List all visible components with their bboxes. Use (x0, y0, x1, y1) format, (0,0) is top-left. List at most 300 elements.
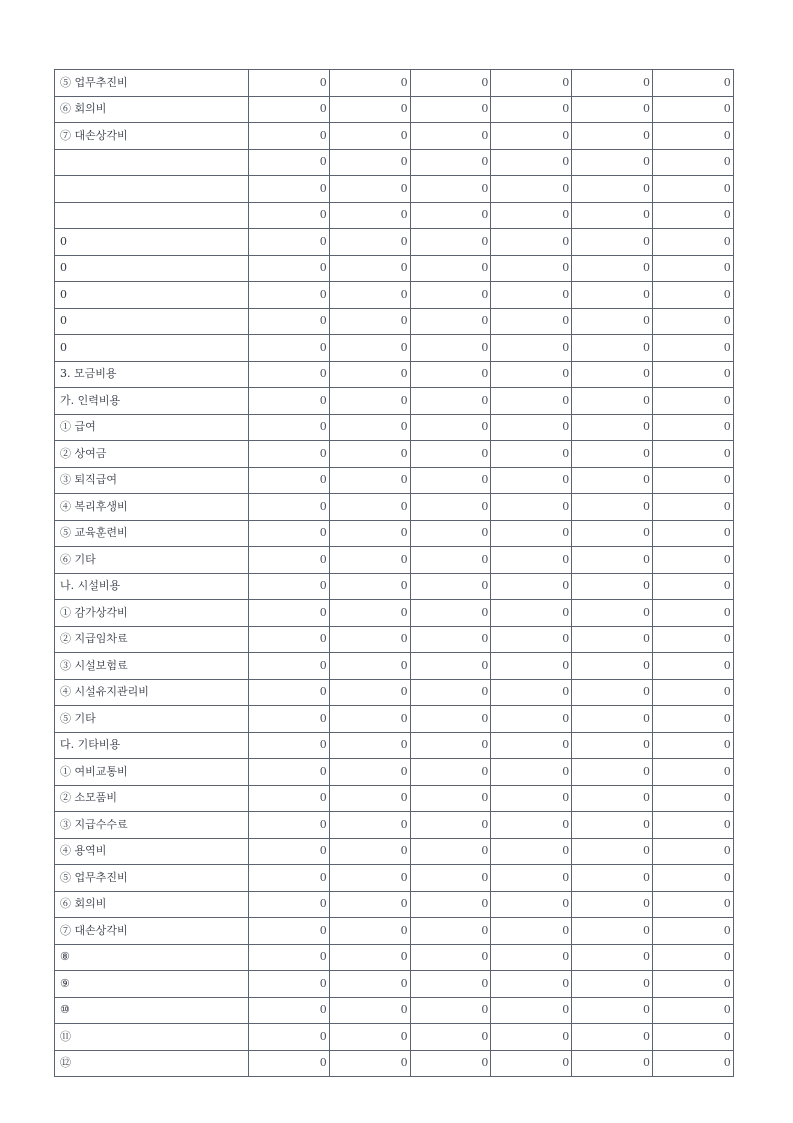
table-row (55, 255, 734, 282)
value-cell: 0 (410, 123, 491, 150)
value-cell: 0 (491, 441, 572, 468)
value-cell: 0 (652, 626, 733, 653)
value-cell: 0 (491, 388, 572, 415)
value-cell: 0 (652, 149, 733, 176)
value-cell: 0 (572, 785, 653, 812)
value-cell: 0 (410, 494, 491, 521)
value-cell: 0 (410, 441, 491, 468)
value-cell: 0 (249, 494, 330, 521)
value-cell: 0 (491, 891, 572, 918)
value-cell: 0 (249, 520, 330, 547)
value-cell: 0 (491, 997, 572, 1024)
value-cell: 0 (572, 865, 653, 892)
row-label-cell: 0 (55, 282, 249, 309)
table-row (55, 759, 734, 786)
table-row (55, 520, 734, 547)
value-cell: 0 (329, 520, 410, 547)
row-label-cell: ⑤ 업무추진비 (55, 70, 249, 97)
value-cell: 0 (491, 838, 572, 865)
table-row (55, 732, 734, 759)
table-row (55, 308, 734, 335)
value-cell: 0 (249, 1024, 330, 1051)
row-label-cell (55, 176, 249, 203)
value-cell: 0 (572, 70, 653, 97)
value-cell: 0 (572, 96, 653, 123)
value-cell: 0 (329, 388, 410, 415)
value-cell: 0 (410, 335, 491, 362)
value-cell: 0 (652, 706, 733, 733)
value-cell: 0 (410, 679, 491, 706)
value-cell: 0 (249, 467, 330, 494)
table-row (55, 229, 734, 256)
value-cell: 0 (329, 414, 410, 441)
value-cell: 0 (329, 202, 410, 229)
value-cell: 0 (572, 388, 653, 415)
value-cell: 0 (329, 1050, 410, 1077)
value-cell: 0 (652, 229, 733, 256)
row-label-cell (55, 202, 249, 229)
value-cell: 0 (249, 123, 330, 150)
table-row (55, 626, 734, 653)
value-cell: 0 (410, 149, 491, 176)
row-label-cell: 0 (55, 308, 249, 335)
value-cell: 0 (572, 653, 653, 680)
value-cell: 0 (491, 467, 572, 494)
value-cell: 0 (652, 202, 733, 229)
value-cell: 0 (652, 255, 733, 282)
value-cell: 0 (249, 785, 330, 812)
value-cell: 0 (572, 679, 653, 706)
value-cell: 0 (572, 706, 653, 733)
value-cell: 0 (329, 785, 410, 812)
table-row (55, 388, 734, 415)
value-cell: 0 (410, 176, 491, 203)
value-cell: 0 (249, 255, 330, 282)
value-cell: 0 (652, 679, 733, 706)
row-label-cell: ③ 지급수수료 (55, 812, 249, 839)
value-cell: 0 (652, 573, 733, 600)
value-cell: 0 (572, 944, 653, 971)
value-cell: 0 (652, 971, 733, 998)
table-row (55, 918, 734, 945)
row-label-cell: ⑤ 교육훈련비 (55, 520, 249, 547)
table-row (55, 123, 734, 150)
value-cell: 0 (410, 626, 491, 653)
value-cell: 0 (249, 891, 330, 918)
row-label-cell: ③ 퇴직급여 (55, 467, 249, 494)
value-cell: 0 (329, 891, 410, 918)
value-cell: 0 (652, 1024, 733, 1051)
value-cell: 0 (652, 865, 733, 892)
row-label-cell: ⑨ (55, 971, 249, 998)
value-cell: 0 (410, 865, 491, 892)
value-cell: 0 (572, 282, 653, 309)
value-cell: 0 (652, 891, 733, 918)
row-label-cell: ⑧ (55, 944, 249, 971)
table-row (55, 467, 734, 494)
value-cell: 0 (410, 785, 491, 812)
value-cell: 0 (329, 123, 410, 150)
value-cell: 0 (572, 918, 653, 945)
value-cell: 0 (410, 70, 491, 97)
value-cell: 0 (329, 176, 410, 203)
value-cell: 0 (329, 600, 410, 627)
table-row (55, 600, 734, 627)
value-cell: 0 (329, 149, 410, 176)
table-row (55, 361, 734, 388)
value-cell: 0 (491, 123, 572, 150)
value-cell: 0 (491, 1050, 572, 1077)
row-label-cell: ⑪ (55, 1024, 249, 1051)
row-label-cell: ① 여비교통비 (55, 759, 249, 786)
value-cell: 0 (491, 865, 572, 892)
table-row (55, 891, 734, 918)
value-cell: 0 (652, 282, 733, 309)
value-cell: 0 (329, 997, 410, 1024)
value-cell: 0 (329, 732, 410, 759)
value-cell: 0 (652, 70, 733, 97)
value-cell: 0 (491, 282, 572, 309)
value-cell: 0 (249, 944, 330, 971)
value-cell: 0 (572, 600, 653, 627)
value-cell: 0 (249, 229, 330, 256)
value-cell: 0 (491, 308, 572, 335)
value-cell: 0 (249, 626, 330, 653)
value-cell: 0 (410, 944, 491, 971)
value-cell: 0 (572, 573, 653, 600)
value-cell: 0 (329, 573, 410, 600)
value-cell: 0 (491, 1024, 572, 1051)
table-row (55, 785, 734, 812)
row-label-cell: ⑦ 대손상각비 (55, 123, 249, 150)
value-cell: 0 (329, 229, 410, 256)
value-cell: 0 (410, 732, 491, 759)
value-cell: 0 (249, 653, 330, 680)
value-cell: 0 (652, 732, 733, 759)
table-row (55, 812, 734, 839)
value-cell: 0 (329, 96, 410, 123)
value-cell: 0 (652, 123, 733, 150)
value-cell: 0 (572, 361, 653, 388)
value-cell: 0 (410, 255, 491, 282)
value-cell: 0 (329, 282, 410, 309)
value-cell: 0 (329, 494, 410, 521)
table-row (55, 971, 734, 998)
table-row (55, 944, 734, 971)
row-label-cell: 0 (55, 255, 249, 282)
value-cell: 0 (652, 944, 733, 971)
row-label-cell: ⑦ 대손상각비 (55, 918, 249, 945)
value-cell: 0 (410, 891, 491, 918)
value-cell: 0 (249, 679, 330, 706)
value-cell: 0 (410, 918, 491, 945)
value-cell: 0 (249, 149, 330, 176)
value-cell: 0 (652, 361, 733, 388)
value-cell: 0 (249, 96, 330, 123)
value-cell: 0 (410, 653, 491, 680)
value-cell: 0 (652, 600, 733, 627)
value-cell: 0 (652, 759, 733, 786)
value-cell: 0 (491, 918, 572, 945)
value-cell: 0 (652, 176, 733, 203)
table-row (55, 547, 734, 574)
value-cell: 0 (329, 706, 410, 733)
table-row (55, 997, 734, 1024)
value-cell: 0 (652, 997, 733, 1024)
value-cell: 0 (572, 255, 653, 282)
row-label-cell: ④ 시설유지관리비 (55, 679, 249, 706)
row-label-cell: ⑤ 업무추진비 (55, 865, 249, 892)
value-cell: 0 (491, 255, 572, 282)
table-row (55, 414, 734, 441)
value-cell: 0 (329, 308, 410, 335)
value-cell: 0 (572, 149, 653, 176)
value-cell: 0 (491, 706, 572, 733)
value-cell: 0 (249, 706, 330, 733)
value-cell: 0 (491, 229, 572, 256)
value-cell: 0 (652, 812, 733, 839)
table-row (55, 335, 734, 362)
value-cell: 0 (572, 1050, 653, 1077)
value-cell: 0 (652, 441, 733, 468)
table-row (55, 1024, 734, 1051)
value-cell: 0 (491, 679, 572, 706)
value-cell: 0 (249, 971, 330, 998)
value-cell: 0 (491, 176, 572, 203)
table-row (55, 441, 734, 468)
value-cell: 0 (410, 96, 491, 123)
value-cell: 0 (410, 838, 491, 865)
value-cell: 0 (410, 388, 491, 415)
value-cell: 0 (572, 812, 653, 839)
value-cell: 0 (572, 123, 653, 150)
row-label-cell: 가. 인력비용 (55, 388, 249, 415)
value-cell: 0 (410, 600, 491, 627)
value-cell: 0 (329, 759, 410, 786)
value-cell: 0 (249, 838, 330, 865)
value-cell: 0 (491, 653, 572, 680)
table-row (55, 1050, 734, 1077)
row-label-cell: ② 소모품비 (55, 785, 249, 812)
value-cell: 0 (329, 467, 410, 494)
value-cell: 0 (652, 467, 733, 494)
value-cell: 0 (652, 494, 733, 521)
value-cell: 0 (329, 335, 410, 362)
row-label-cell: 나. 시설비용 (55, 573, 249, 600)
value-cell: 0 (491, 785, 572, 812)
value-cell: 0 (249, 441, 330, 468)
value-cell: 0 (572, 971, 653, 998)
value-cell: 0 (491, 944, 572, 971)
value-cell: 0 (572, 759, 653, 786)
value-cell: 0 (410, 812, 491, 839)
value-cell: 0 (491, 361, 572, 388)
value-cell: 0 (491, 971, 572, 998)
row-label-cell: ⑩ (55, 997, 249, 1024)
value-cell: 0 (572, 308, 653, 335)
value-cell: 0 (491, 149, 572, 176)
value-cell: 0 (572, 441, 653, 468)
value-cell: 0 (572, 202, 653, 229)
value-cell: 0 (410, 467, 491, 494)
value-cell: 0 (329, 679, 410, 706)
value-cell: 0 (410, 202, 491, 229)
expense-table (54, 69, 734, 1077)
value-cell: 0 (652, 414, 733, 441)
table-row (55, 679, 734, 706)
value-cell: 0 (410, 229, 491, 256)
row-label-cell (55, 149, 249, 176)
value-cell: 0 (249, 70, 330, 97)
row-label-cell: ② 상여금 (55, 441, 249, 468)
value-cell: 0 (249, 282, 330, 309)
value-cell: 0 (652, 1050, 733, 1077)
table-row (55, 865, 734, 892)
table-row (55, 282, 734, 309)
value-cell: 0 (410, 547, 491, 574)
value-cell: 0 (249, 573, 330, 600)
row-label-cell: ⑥ 회의비 (55, 891, 249, 918)
value-cell: 0 (572, 838, 653, 865)
value-cell: 0 (491, 414, 572, 441)
value-cell: 0 (249, 361, 330, 388)
table-row (55, 176, 734, 203)
value-cell: 0 (249, 1050, 330, 1077)
value-cell: 0 (652, 520, 733, 547)
value-cell: 0 (410, 520, 491, 547)
row-label-cell: ⑥ 회의비 (55, 96, 249, 123)
row-label-cell: ⑥ 기타 (55, 547, 249, 574)
value-cell: 0 (410, 308, 491, 335)
row-label-cell: 3. 모금비용 (55, 361, 249, 388)
value-cell: 0 (249, 997, 330, 1024)
row-label-cell: 0 (55, 229, 249, 256)
value-cell: 0 (410, 997, 491, 1024)
expense-table-body (55, 70, 734, 1077)
value-cell: 0 (572, 414, 653, 441)
value-cell: 0 (491, 547, 572, 574)
value-cell: 0 (572, 229, 653, 256)
value-cell: 0 (491, 96, 572, 123)
value-cell: 0 (652, 653, 733, 680)
value-cell: 0 (329, 971, 410, 998)
row-label-cell: ① 감가상각비 (55, 600, 249, 627)
value-cell: 0 (410, 706, 491, 733)
value-cell: 0 (329, 653, 410, 680)
value-cell: 0 (572, 335, 653, 362)
value-cell: 0 (329, 626, 410, 653)
value-cell: 0 (491, 812, 572, 839)
row-label-cell: ⑤ 기타 (55, 706, 249, 733)
value-cell: 0 (329, 812, 410, 839)
table-row (55, 149, 734, 176)
value-cell: 0 (329, 944, 410, 971)
value-cell: 0 (652, 308, 733, 335)
value-cell: 0 (652, 335, 733, 362)
value-cell: 0 (652, 96, 733, 123)
value-cell: 0 (329, 1024, 410, 1051)
value-cell: 0 (249, 865, 330, 892)
value-cell: 0 (491, 335, 572, 362)
table-row (55, 838, 734, 865)
value-cell: 0 (410, 1024, 491, 1051)
value-cell: 0 (491, 600, 572, 627)
table-row (55, 706, 734, 733)
value-cell: 0 (329, 70, 410, 97)
value-cell: 0 (329, 255, 410, 282)
value-cell: 0 (249, 202, 330, 229)
row-label-cell: ② 지급임차료 (55, 626, 249, 653)
table-row (55, 573, 734, 600)
value-cell: 0 (329, 918, 410, 945)
value-cell: 0 (410, 971, 491, 998)
value-cell: 0 (572, 997, 653, 1024)
value-cell: 0 (491, 520, 572, 547)
value-cell: 0 (329, 441, 410, 468)
value-cell: 0 (410, 361, 491, 388)
value-cell: 0 (410, 282, 491, 309)
value-cell: 0 (491, 70, 572, 97)
value-cell: 0 (572, 520, 653, 547)
row-label-cell: ③ 시설보험료 (55, 653, 249, 680)
value-cell: 0 (652, 918, 733, 945)
value-cell: 0 (572, 1024, 653, 1051)
value-cell: 0 (572, 494, 653, 521)
value-cell: 0 (249, 732, 330, 759)
value-cell: 0 (572, 626, 653, 653)
value-cell: 0 (249, 414, 330, 441)
table-row (55, 202, 734, 229)
value-cell: 0 (572, 732, 653, 759)
value-cell: 0 (572, 891, 653, 918)
value-cell: 0 (249, 388, 330, 415)
value-cell: 0 (410, 573, 491, 600)
value-cell: 0 (491, 494, 572, 521)
value-cell: 0 (491, 573, 572, 600)
value-cell: 0 (249, 600, 330, 627)
table-row (55, 653, 734, 680)
value-cell: 0 (249, 335, 330, 362)
value-cell: 0 (652, 388, 733, 415)
value-cell: 0 (572, 547, 653, 574)
value-cell: 0 (491, 202, 572, 229)
value-cell: 0 (652, 785, 733, 812)
row-label-cell: ④ 용역비 (55, 838, 249, 865)
value-cell: 0 (652, 547, 733, 574)
row-label-cell: 0 (55, 335, 249, 362)
value-cell: 0 (491, 759, 572, 786)
value-cell: 0 (410, 1050, 491, 1077)
value-cell: 0 (249, 547, 330, 574)
value-cell: 0 (249, 176, 330, 203)
value-cell: 0 (249, 308, 330, 335)
value-cell: 0 (329, 361, 410, 388)
table-row (55, 494, 734, 521)
row-label-cell: 다. 기타비용 (55, 732, 249, 759)
value-cell: 0 (652, 838, 733, 865)
value-cell: 0 (491, 626, 572, 653)
value-cell: 0 (249, 812, 330, 839)
value-cell: 0 (410, 759, 491, 786)
value-cell: 0 (491, 732, 572, 759)
value-cell: 0 (329, 865, 410, 892)
value-cell: 0 (329, 838, 410, 865)
value-cell: 0 (572, 467, 653, 494)
value-cell: 0 (572, 176, 653, 203)
value-cell: 0 (329, 547, 410, 574)
value-cell: 0 (249, 918, 330, 945)
value-cell: 0 (410, 414, 491, 441)
